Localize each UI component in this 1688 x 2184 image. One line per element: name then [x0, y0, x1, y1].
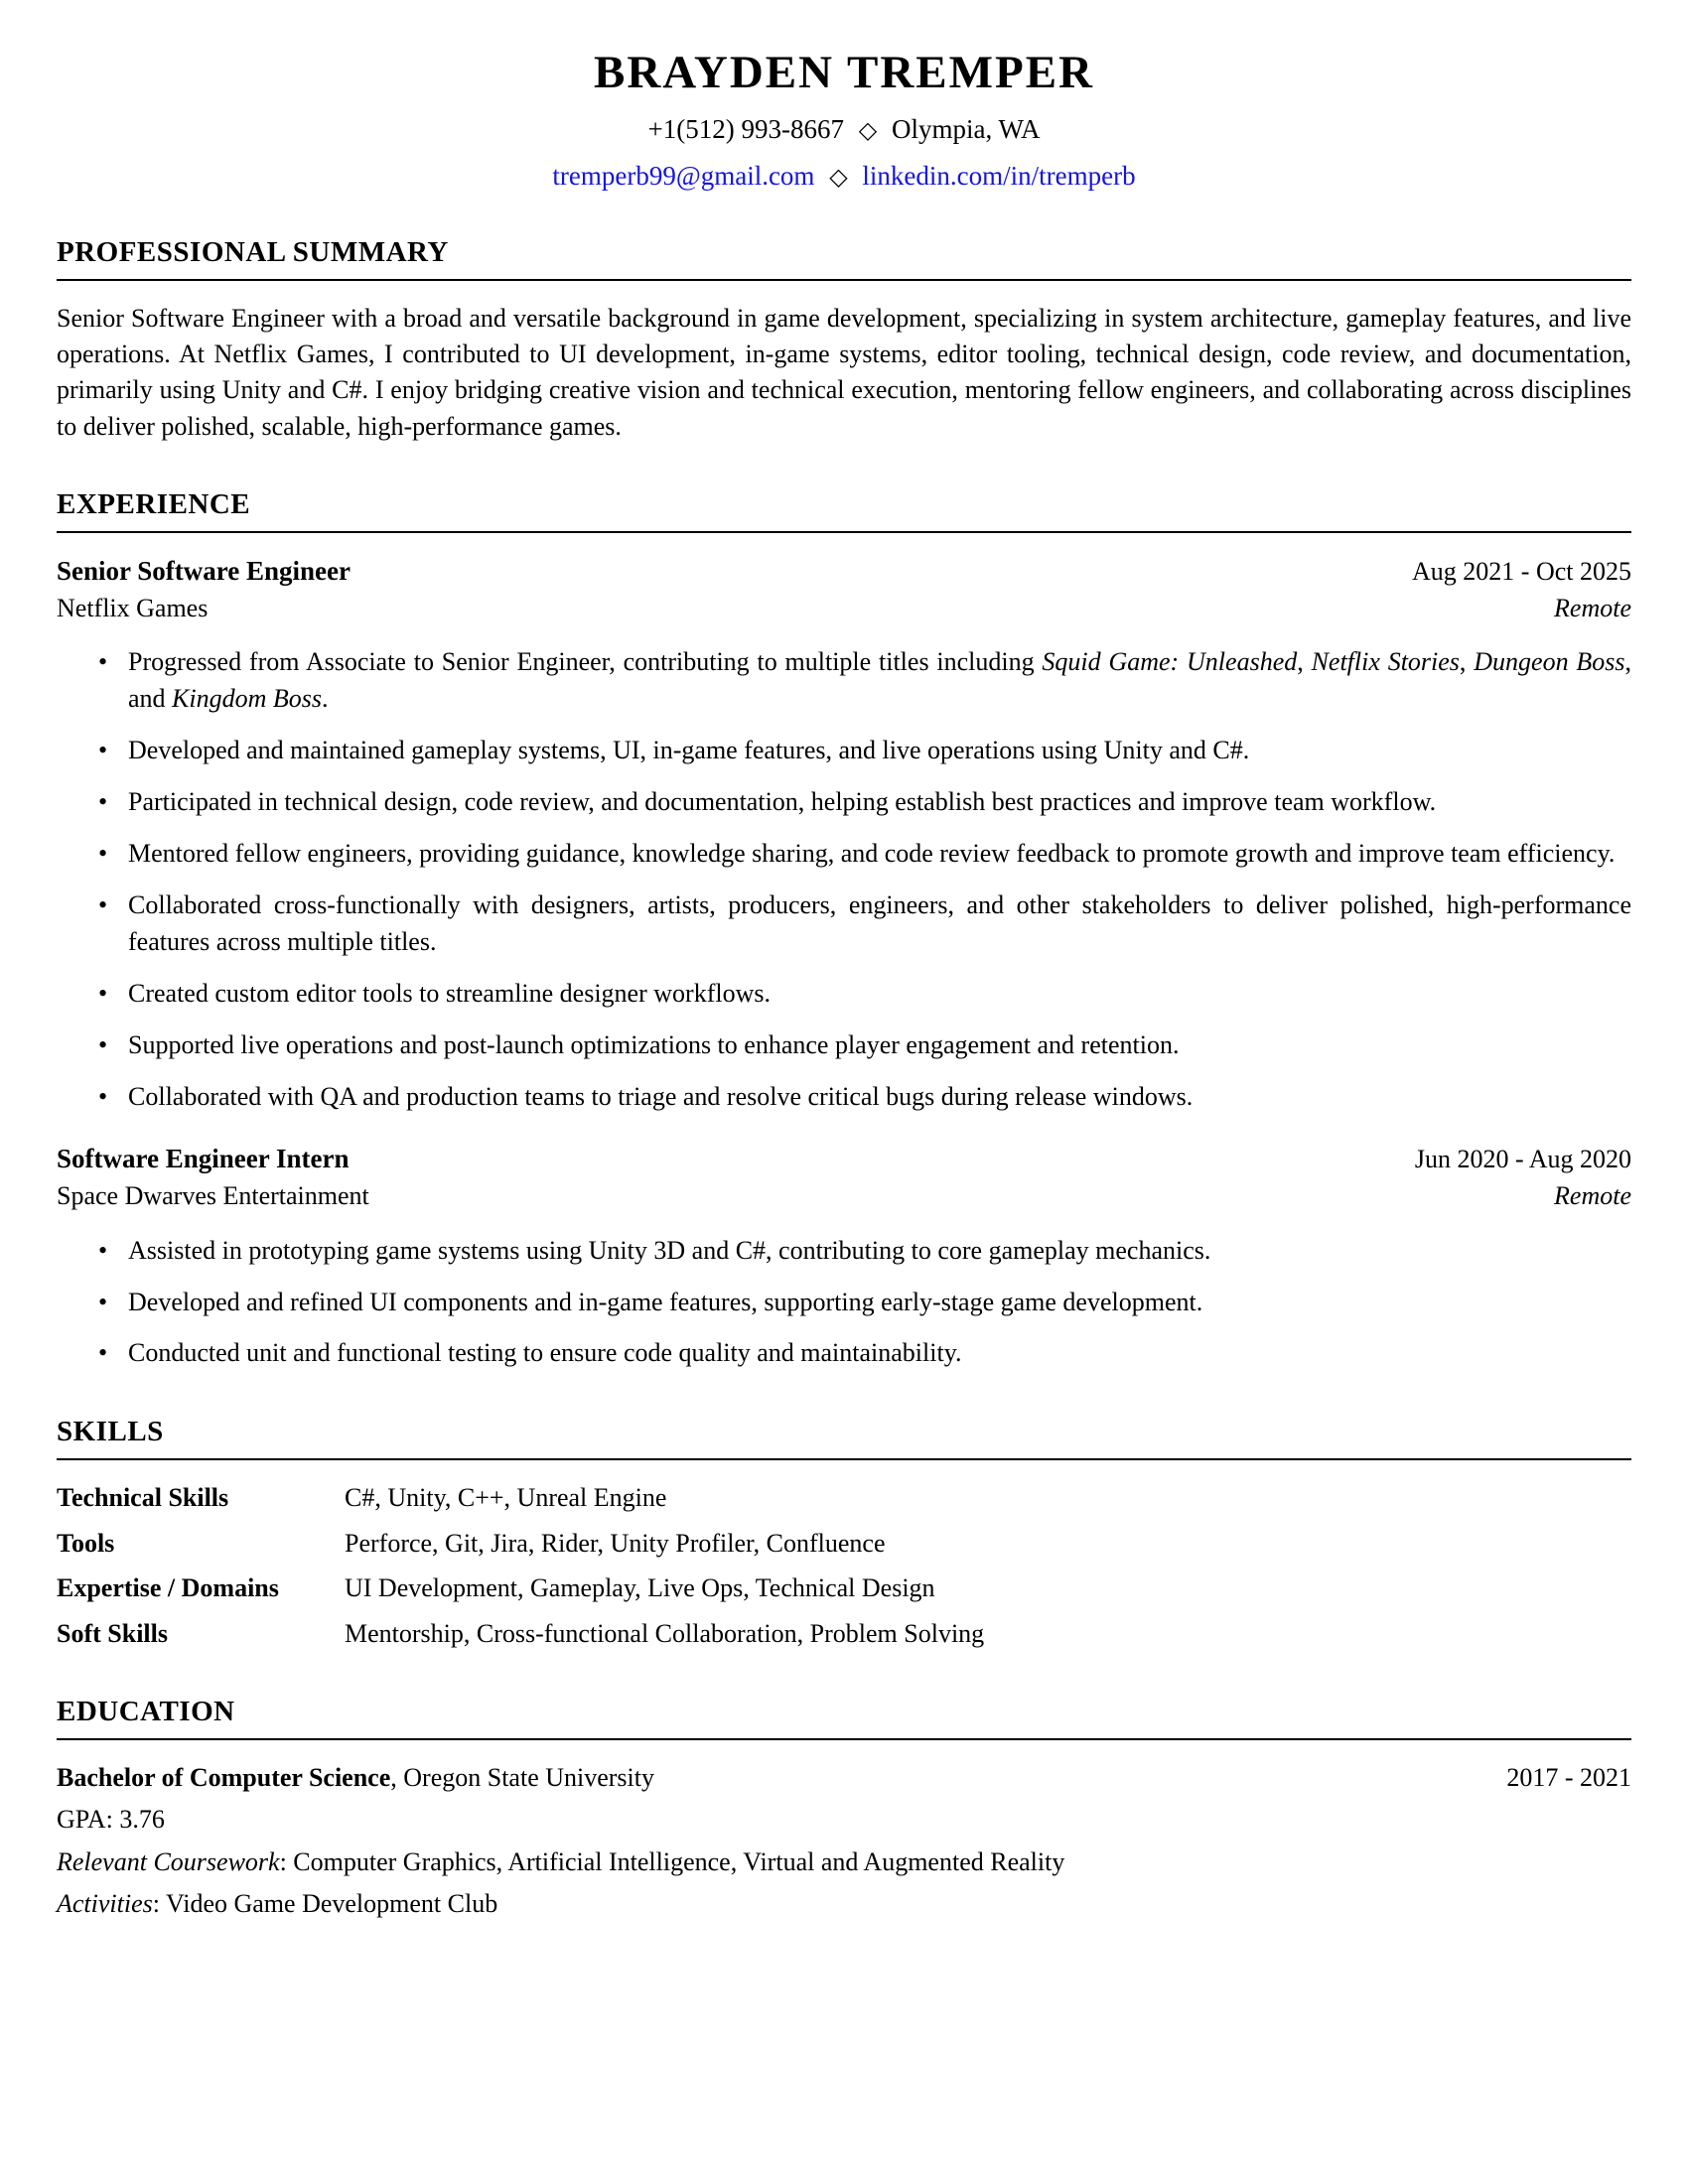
skills-heading: SKILLS: [57, 1416, 1631, 1460]
skill-category-label: Expertise / Domains: [57, 1573, 279, 1603]
game-title-italic: Kingdom Boss: [172, 684, 323, 714]
job-bullet-list: [98, 1233, 1631, 1373]
job-entry-netflix-games: [57, 553, 1631, 1115]
gpa-line: GPA: 3.76: [57, 1805, 165, 1835]
section-professional-summary: [57, 236, 1631, 446]
job-bullet: • Developed and refined UI components and in-game features, supporting early-stage game development.: [98, 1285, 1631, 1321]
contact-line-phone-location: [57, 113, 1631, 146]
job-bullet: • Supported live operations and post-launch optimizations to enhance player engagement and retention.: [98, 1027, 1631, 1064]
school-name: , Oregon State University: [390, 1762, 654, 1792]
job-bullet: • Mentored fellow engineers, providing guidance, knowledge sharing, and code review feedback to promote growth and improve team efficiency.: [98, 836, 1631, 873]
location-text: Olympia, WA: [891, 114, 1041, 145]
job-company: Netflix Games: [57, 594, 209, 622]
person-name: BRAYDEN TREMPER: [594, 47, 1094, 98]
phone-number: +1(512) 993-8667: [647, 114, 844, 145]
job-bullet: • Progressed from Associate to Senior Engineer, contributing to multiple titles including Squid Game: Unleashed, Netflix Stories, Dungeon Boss, and Kingdom Boss.: [98, 644, 1631, 718]
contact-line-links: [57, 160, 1631, 193]
section-education: [57, 1696, 1631, 1923]
skill-category-label: Tools: [57, 1528, 115, 1558]
section-skills: [57, 1416, 1631, 1652]
job-bullet: • Assisted in prototyping game systems using Unity 3D and C#, contributing to core gameplay mechanics.: [98, 1233, 1631, 1270]
job-location: Remote: [1554, 1181, 1631, 1211]
education-heading: EDUCATION: [57, 1696, 1631, 1740]
summary-paragraph: Senior Software Engineer with a broad and versatile background in game development, specializing in system architecture, gameplay features, and live operations. At Netflix Games, I contributed to UI development, in-game systems, editor tooling, technical design, code review, and documentation, primarily using Unity and C#. I enjoy bridging creative vision and technical execution, mentoring fellow engineers, and collaborating across disciplines to deliver polished, scalable, high-performance games.: [57, 303, 1631, 441]
job-company: Space Dwarves Entertainment: [57, 1181, 369, 1211]
job-title: Software Engineer Intern: [57, 1144, 350, 1174]
job-bullet: • Developed and maintained gameplay systems, UI, in-game features, and live operations using Unity and C#.: [98, 733, 1631, 769]
job-bullet: • Conducted unit and functional testing to ensure code quality and maintainability.: [98, 1335, 1631, 1372]
job-bullet: • Participated in technical design, code review, and documentation, helping establish best practices and improve team workflow.: [98, 784, 1631, 821]
degree-line: [57, 1760, 654, 1796]
job-dates: Jun 2020 - Aug 2020: [1414, 1145, 1631, 1174]
game-title-italic: Netflix Stories: [1311, 647, 1460, 677]
diamond-separator: ◇: [829, 164, 848, 191]
job-bullet: • Created custom editor tools to streamline designer workflows.: [98, 976, 1631, 1013]
job-bullet: • Collaborated cross-functionally with designers, artists, producers, engineers, and other stakeholders to deliver polished, high-performance features across multiple titles.: [98, 887, 1631, 961]
skill-category-value: Perforce, Git, Jira, Rider, Unity Profiler, Confluence: [345, 1528, 886, 1558]
job-bullet-list: [98, 644, 1631, 1115]
game-title-italic: Squid Game: Unleashed: [1042, 647, 1298, 677]
game-title-italic: Dungeon Boss: [1474, 647, 1625, 677]
degree-name: Bachelor of Computer Science: [57, 1762, 391, 1792]
job-title: Senior Software Engineer: [57, 556, 351, 587]
experience-heading: EXPERIENCE: [57, 488, 1631, 533]
job-bullet: • Collaborated with QA and production teams to triage and resolve critical bugs during release windows.: [98, 1079, 1631, 1116]
coursework-label: Relevant Coursework: [57, 1846, 280, 1876]
coursework-line: Relevant Coursework: Computer Graphics, Artificial Intelligence, Virtual and Augmented Reality: [57, 1846, 1065, 1876]
activities-label: Activities: [57, 1889, 153, 1919]
job-entry-space-dwarves: [57, 1141, 1631, 1372]
skills-table: [57, 1480, 1631, 1652]
skill-category-label: Technical Skills: [57, 1483, 229, 1513]
activities-line: Activities: Video Game Development Club: [57, 1889, 498, 1919]
skill-category-label: Soft Skills: [57, 1618, 168, 1648]
skill-category-value: Mentorship, Cross-functional Collaboration, Problem Solving: [345, 1618, 985, 1648]
resume-header: [57, 46, 1631, 193]
job-location: Remote: [1554, 594, 1631, 622]
section-experience: [57, 488, 1631, 1372]
diamond-separator: ◇: [858, 118, 878, 145]
skill-category-value: UI Development, Gameplay, Live Ops, Technical Design: [345, 1573, 935, 1603]
linkedin-link[interactable]: linkedin.com/in/tremperb: [862, 160, 1136, 191]
summary-heading: PROFESSIONAL SUMMARY: [57, 236, 1631, 281]
job-dates: Aug 2021 - Oct 2025: [1412, 557, 1631, 587]
education-dates: 2017 - 2021: [1506, 1762, 1631, 1792]
skill-category-value: C#, Unity, C++, Unreal Engine: [345, 1483, 667, 1513]
email-link[interactable]: tremperb99@gmail.com: [552, 160, 815, 191]
